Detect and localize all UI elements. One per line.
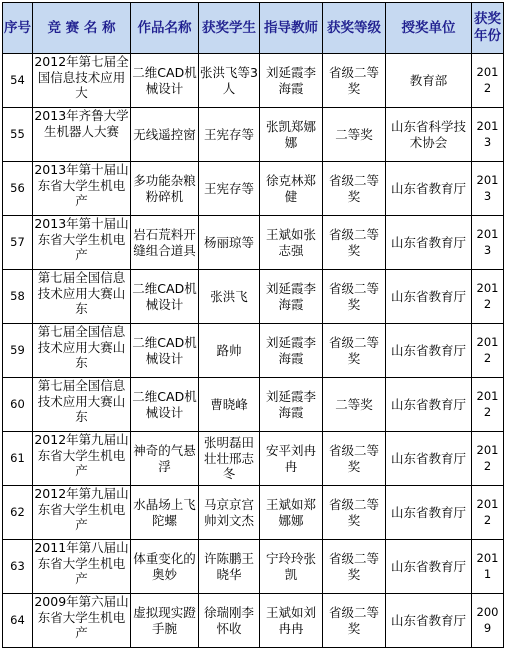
cell-competition bbox=[33, 432, 131, 486]
cell-students: 许陈鹏王晓华 bbox=[199, 540, 260, 594]
awards-table bbox=[2, 2, 504, 648]
cell-level: 省级二等奖 bbox=[323, 324, 386, 378]
cell-work: 二维CAD机械设计 bbox=[131, 54, 199, 108]
competition-text: 2012年第七届全国信息技术应用大 bbox=[34, 54, 129, 100]
awards-table-container bbox=[2, 2, 503, 648]
cell-level: 二等奖 bbox=[323, 108, 386, 162]
cell-no: 61 bbox=[3, 432, 33, 486]
cell-year: 2009 bbox=[472, 594, 504, 648]
cell-students: 路帅 bbox=[199, 324, 260, 378]
cell-no: 58 bbox=[3, 270, 33, 324]
table-row bbox=[3, 378, 504, 432]
cell-students: 张明磊田壮壮邢志冬 bbox=[199, 432, 260, 486]
cell-org: 山东省科学技术协会 bbox=[386, 108, 472, 162]
header-work: 作品名称 bbox=[131, 3, 199, 54]
cell-teachers: 徐克林郑健 bbox=[260, 162, 323, 216]
cell-no: 62 bbox=[3, 486, 33, 540]
cell-level: 省级二等奖 bbox=[323, 594, 386, 648]
cell-year: 2012 bbox=[472, 54, 504, 108]
cell-work: 多功能杂粮粉碎机 bbox=[131, 162, 199, 216]
header-org: 授奖单位 bbox=[386, 3, 472, 54]
header-students: 获奖学生 bbox=[199, 3, 260, 54]
cell-work: 神奇的气悬浮 bbox=[131, 432, 199, 486]
cell-level: 省级二等奖 bbox=[323, 162, 386, 216]
cell-year: 2013 bbox=[472, 162, 504, 216]
cell-no: 57 bbox=[3, 216, 33, 270]
table-row bbox=[3, 270, 504, 324]
cell-year: 2012 bbox=[472, 378, 504, 432]
cell-teachers: 刘延霞李海霞 bbox=[260, 270, 323, 324]
cell-students: 张洪飞等3人 bbox=[199, 54, 260, 108]
cell-level: 省级二等奖 bbox=[323, 486, 386, 540]
cell-year: 2012 bbox=[472, 486, 504, 540]
header-teachers: 指导教师 bbox=[260, 3, 323, 54]
header-level: 获奖等级 bbox=[323, 3, 386, 54]
competition-text: 2013年第十届山东省大学生机电产 bbox=[34, 216, 129, 262]
cell-org: 山东省教育厅 bbox=[386, 594, 472, 648]
cell-level: 省级二等奖 bbox=[323, 216, 386, 270]
competition-text: 第七届全国信息技术应用大赛山东 bbox=[37, 324, 126, 370]
cell-teachers: 王斌如郑娜娜 bbox=[260, 486, 323, 540]
competition-text: 第七届全国信息技术应用大赛山东 bbox=[37, 270, 126, 316]
cell-teachers: 宁玲玲张凯 bbox=[260, 540, 323, 594]
cell-work: 虚拟现实蹬手腕 bbox=[131, 594, 199, 648]
cell-students: 杨丽琼等 bbox=[199, 216, 260, 270]
competition-text: 2009年第六届山东省大学生机电产 bbox=[34, 594, 129, 640]
cell-no: 54 bbox=[3, 54, 33, 108]
cell-no: 56 bbox=[3, 162, 33, 216]
table-row bbox=[3, 216, 504, 270]
header-row bbox=[3, 3, 504, 54]
table-row bbox=[3, 108, 504, 162]
cell-org: 山东省教育厅 bbox=[386, 162, 472, 216]
cell-teachers: 刘延霞李海霞 bbox=[260, 378, 323, 432]
cell-competition bbox=[33, 216, 131, 270]
cell-org: 山东省教育厅 bbox=[386, 324, 472, 378]
cell-competition bbox=[33, 594, 131, 648]
cell-level: 省级二等奖 bbox=[323, 540, 386, 594]
cell-teachers: 刘延霞李海霞 bbox=[260, 324, 323, 378]
competition-text: 2012年第九届山东省大学生机电产 bbox=[34, 432, 129, 478]
table-row bbox=[3, 486, 504, 540]
cell-no: 64 bbox=[3, 594, 33, 648]
table-row bbox=[3, 324, 504, 378]
cell-students: 张洪飞 bbox=[199, 270, 260, 324]
cell-students: 王宪存等 bbox=[199, 108, 260, 162]
competition-text: 2013年齐鲁大学生机器人大赛 bbox=[34, 108, 129, 139]
cell-no: 59 bbox=[3, 324, 33, 378]
table-row bbox=[3, 54, 504, 108]
cell-competition bbox=[33, 378, 131, 432]
cell-work: 水晶场上飞陀螺 bbox=[131, 486, 199, 540]
cell-year: 2012 bbox=[472, 324, 504, 378]
cell-students: 徐瑞刚李怀收 bbox=[199, 594, 260, 648]
competition-text: 2013年第十届山东省大学生机电产 bbox=[34, 162, 129, 208]
cell-work: 无线遥控窗 bbox=[131, 108, 199, 162]
cell-no: 55 bbox=[3, 108, 33, 162]
cell-org: 山东省教育厅 bbox=[386, 540, 472, 594]
cell-org: 山东省教育厅 bbox=[386, 216, 472, 270]
cell-level: 省级二等奖 bbox=[323, 54, 386, 108]
competition-text: 2011年第八届山东省大学生机电产 bbox=[34, 540, 129, 586]
cell-year: 2013 bbox=[472, 108, 504, 162]
cell-work: 二维CAD机械设计 bbox=[131, 378, 199, 432]
cell-level: 二等奖 bbox=[323, 378, 386, 432]
header-no: 序号 bbox=[3, 3, 33, 54]
cell-teachers: 王斌如张志强 bbox=[260, 216, 323, 270]
cell-competition bbox=[33, 540, 131, 594]
cell-teachers: 王斌如刘冉冉 bbox=[260, 594, 323, 648]
table-row bbox=[3, 540, 504, 594]
cell-org: 山东省教育厅 bbox=[386, 486, 472, 540]
cell-students: 王宪存等 bbox=[199, 162, 260, 216]
cell-work: 体重变化的奥妙 bbox=[131, 540, 199, 594]
table-row bbox=[3, 432, 504, 486]
cell-year: 2013 bbox=[472, 216, 504, 270]
cell-competition bbox=[33, 486, 131, 540]
cell-competition bbox=[33, 54, 131, 108]
cell-competition bbox=[33, 162, 131, 216]
cell-students: 马京京宫帅刘文杰 bbox=[199, 486, 260, 540]
cell-work: 二维CAD机械设计 bbox=[131, 324, 199, 378]
competition-text: 2012年第九届山东省大学生机电产 bbox=[34, 486, 129, 532]
cell-students: 曹晓峰 bbox=[199, 378, 260, 432]
cell-org: 山东省教育厅 bbox=[386, 432, 472, 486]
cell-competition bbox=[33, 108, 131, 162]
cell-year: 2011 bbox=[472, 540, 504, 594]
competition-text: 第七届全国信息技术应用大赛山东 bbox=[37, 378, 126, 424]
cell-year: 2012 bbox=[472, 432, 504, 486]
cell-year: 2012 bbox=[472, 270, 504, 324]
cell-org: 教育部 bbox=[386, 54, 472, 108]
table-row bbox=[3, 594, 504, 648]
cell-level: 省级二等奖 bbox=[323, 432, 386, 486]
cell-competition bbox=[33, 270, 131, 324]
cell-org: 山东省教育厅 bbox=[386, 378, 472, 432]
cell-teachers: 张凯郑娜娜 bbox=[260, 108, 323, 162]
cell-teachers: 刘延霞李海霞 bbox=[260, 54, 323, 108]
cell-teachers: 安平刘冉冉 bbox=[260, 432, 323, 486]
header-year: 获奖年份 bbox=[472, 3, 504, 54]
header-competition: 竞 赛 名 称 bbox=[33, 3, 131, 54]
cell-no: 63 bbox=[3, 540, 33, 594]
cell-work: 岩石荒料开缝组合道具 bbox=[131, 216, 199, 270]
cell-level: 省级二等奖 bbox=[323, 270, 386, 324]
table-row bbox=[3, 162, 504, 216]
cell-work: 二维CAD机械设计 bbox=[131, 270, 199, 324]
cell-competition bbox=[33, 324, 131, 378]
cell-no: 60 bbox=[3, 378, 33, 432]
cell-org: 山东省教育厅 bbox=[386, 270, 472, 324]
